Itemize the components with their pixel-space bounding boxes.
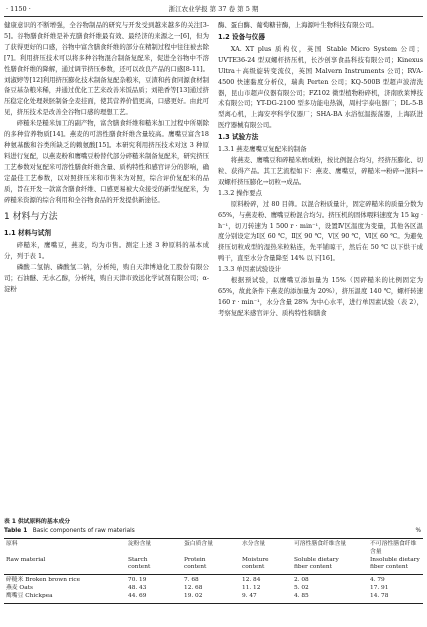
cell-insoluble-fiber: 17. 91 — [370, 584, 389, 591]
cell-moisture: 11. 12 — [242, 584, 261, 591]
section-1-3-2-heading: 1.3.2 操作要点 — [218, 188, 262, 197]
column-subheader-insoluble-fiber: Insoluble dietary — [370, 556, 420, 563]
column-header-starch: 淀粉含量 — [126, 539, 182, 557]
table-row — [4, 585, 423, 593]
column-header-moisture: 水分含量 — [240, 539, 292, 557]
cell-soluble-fiber: 4. 85 — [292, 593, 368, 603]
cell-soluble-fiber: 2. 08 — [294, 577, 309, 584]
section-1-2-heading: 1.2 设备与仪器 — [218, 32, 265, 41]
column-header-protein: 蛋白质含量 — [182, 539, 240, 557]
section-1-3-heading: 1.3 试验方法 — [218, 133, 259, 142]
table-caption-en: Table 1 Basic components of raw materials % — [4, 528, 421, 534]
cell-material: 碎糙米 Broken brown rice — [6, 577, 81, 584]
single-factor-paragraph: 根据预试验，以鹰嘴豆添加量为 15%（因碎糙米的比例固定为 65%，故此条件下燕麦的添加量为 20%），挤压温度 140 ℃，螺杆转速 160 r · min⁻¹，水分含量 28% 为中心水平，进行单因素试验（表 2），考察复配米感官评分、质构特性和膳食 — [218, 276, 423, 317]
column-header-soluble-fiber: 可溶性膳食纤维含量 — [292, 539, 368, 557]
components-table: 原料 淀粉含量 蛋白质含量 水分含量 可溶性膳食纤维含量 不可溶性膳食纤维含量 Raw material Starch Protein Moisture Soluble dietary Insoluble dietary content content content fiber content fiber content 碎糙米 Broken brown rice 70. 19 7. 68 12. 84 2. 08 4. 79 燕麦 Oats 48. 43 12. 68 11. 12 5. 02 17. 91 鹰嘴豆 Chickpea 44. 69 19. 02 9. 47 4. 85 14. 78 — [4, 538, 423, 604]
section-1-3-1-heading: 1.3.1 燕麦鹰嘴豆复配米的制备 — [218, 145, 307, 154]
column-subheader-material: Raw material — [6, 556, 46, 563]
running-header — [4, 3, 423, 15]
operation-paragraph: 原料粉碎，过 80 目筛。以混合粉质量计，固定碎糙米的质量分数为 65%，与燕麦粉、鹰嘴豆粉混合均匀。挤压机的固体喂料速度为 15 kg · h⁻¹，切刀转速为 1 500 r · min⁻¹，设置Ⅳ区温度为变量，其他各区温度分别设定为Ⅰ区 60 ℃，Ⅱ区 90 ℃，Ⅴ区 90 ℃，Ⅵ区 60 ℃。为避免挤压切粒成型的湿热米粒粘连，先平铺晾干，然后在 50 ℃ 以下烘干成鸭干，直至水分含量降至 14% 以下[16]。 — [218, 199, 423, 263]
table-1 — [4, 518, 423, 604]
column-subheader-starch: Starch — [128, 556, 148, 563]
right-column — [218, 20, 423, 319]
cell-protein: 7. 68 — [184, 577, 199, 584]
cell-moisture: 9. 47 — [240, 593, 292, 603]
cell-protein: 19. 02 — [182, 593, 240, 603]
reagents-continuation: 酶、蛋白酶、葡萄糖苷酶，上海源叶生物科技有限公司。 — [218, 21, 378, 29]
section-1-1-heading: 1.1 材料与试剂 — [4, 229, 51, 238]
section-1-3-3-heading: 1.3.3 单因素试验设计 — [218, 265, 282, 274]
table-caption-cn: 表 1 供试原料的基本成分 — [4, 519, 71, 525]
cell-insoluble-fiber: 14. 78 — [368, 593, 423, 603]
cell-protein: 12. 68 — [184, 584, 203, 591]
intro-paragraph-2: 碎糙米是糙米加工的副产物，富含膳食纤维和糙米加工过程中所剔除的多种营养物质[14]。燕麦的可溶性膳食纤维含量较高。鹰嘴豆富含18 种氨基酸和谷类所缺乏的赖氨酸[15]。本研究利用挤压技术对这 3 种原料进行复配，以燕麦粉和鹰嘴豆粉替代部分碎糙米制备复配米，研究挤压工艺参数对复配米可溶性膳食纤维含量、质构特性和感官评分的影响，确定最佳工艺参数，以对照挤压米和市售米为对照，综合评价复配米的品质，旨在开发一款富含膳食纤维、口感更易被大众接受的新型复配米，为碎糙米资源的综合利用和全谷物食品的开发提供新途径。 — [4, 119, 209, 204]
cell-material: 燕麦 Oats — [6, 584, 33, 591]
table-row — [4, 593, 423, 603]
column-header-insoluble-fiber: 不可溶性膳食纤维含量 — [368, 539, 423, 557]
cell-starch: 48. 43 — [128, 584, 147, 591]
left-column — [4, 20, 209, 295]
cell-material: 鹰嘴豆 Chickpea — [4, 593, 126, 603]
cell-moisture: 12. 84 — [242, 577, 261, 584]
section-1-heading: 1 材料与方法 — [4, 212, 58, 223]
column-subheader-protein: Protein — [184, 556, 206, 563]
column-header-material: 原料 — [4, 539, 126, 557]
column-subheader-soluble-fiber: Soluble dietary — [294, 556, 339, 563]
table-row — [4, 575, 423, 585]
intro-paragraph-1: 健康意识的不断增强，全谷物制品的研究与开发受到越来越多的关注[3-5]。谷物膳食纤维是补充膳食纤维最有效、最经济的来源之一[6]，但为了获得更好的口感，谷物中富含膳食纤维的部分在精制过程中往往被去除[7]。利用挤压技术可以将多种谷物混合制备复配米，促进全谷物中不溶性膳食纤维的降解，通过调节挤压参数，还可以改良产品的口感[8-11]。刘淑婷等[12]利用挤压膨化技术制备复配杂粮米，豆渣和药食同源食材制备豆基杂粮米稀，并通过优化工艺来改善米饭品质；刘艳香等[13]通过挤压稳定化处理麸胚制备全麦挂面，使其营养价值更高，口感更好。由此可见，挤压技术是改善全谷物口感的理想工艺。 — [4, 21, 209, 117]
cell-soluble-fiber: 5. 02 — [294, 584, 309, 591]
journal-title: 浙江农业学报 第 37 卷 第 5 期 — [168, 5, 259, 13]
materials-paragraph-1: 碎糙米，鹰嘴豆，燕麦，均为市售。测定上述 3 种原料的基本成分，列于表 1。 — [4, 241, 209, 261]
page-number: · 1150 · — [6, 5, 31, 13]
column-subheader-moisture: Moisture — [242, 556, 269, 563]
equipment-paragraph: XA. XT plus 质构仪，英国 Stable Micro System 公司；UVTE36-24 型双螺杆挤压机，长沙创享食品科技有限公司；Kinexus Ultra＋高级旋转变流仪，英国 Malvern Instruments 公司；RVA-4500 快速黏度分析仪，瑞典 Perten 公司；KQ-500B 型超声波清洗器，昆山市超声仪器有限公司；FZ102 微型植物粉碎机，济南欧莱博技术有限公司；YT-DG-2100 型多功能电热锅，周村宇泰电器厂；DL-5-B 型离心机，上海安亭科学仪器厂；SHA-BA 水浴恒温振荡器，上海跃进医疗器械有限公司。 — [218, 44, 423, 130]
preparation-paragraph: 将燕麦、鹰嘴豆和碎糙米磨成粉，按比例混合均匀，经挤压膨化、切粒、获得产品。其工艺流程如下：燕麦、鹰嘴豆，碎糙米→粉碎→混料→双螺杆挤压膨化→切粒→成品。 — [218, 156, 423, 186]
cell-starch: 70. 19 — [128, 577, 147, 584]
cell-insoluble-fiber: 4. 79 — [370, 577, 385, 584]
materials-paragraph-2: 磷酸二氢钠、磷酸氢二钠，分析纯，购自天津博迪化工股份有限公司；石油醚、无水乙醇，分析纯，购自天津市致远化学试剂有限公司；α-淀粉 — [4, 263, 209, 294]
table-unit: % — [415, 528, 421, 534]
cell-starch: 44. 69 — [126, 593, 182, 603]
header-divider — [4, 16, 423, 17]
